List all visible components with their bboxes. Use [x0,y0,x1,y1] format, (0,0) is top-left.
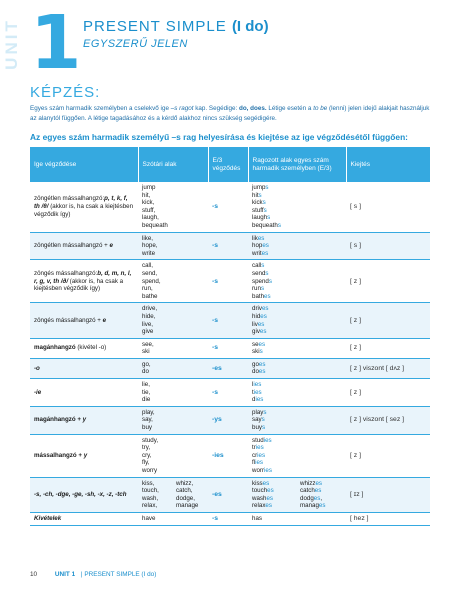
word: bequeaths [252,221,281,229]
word: hope, [142,242,158,250]
footer-unit: UNIT 1 [54,571,76,578]
ending-cell: zöngés mássalhangzó:b, d, m, n, l, r, g, v, th /ð/ (akkor is, ha csak a kiejtésben végződik így) [30,260,138,303]
word: kiss, [142,479,155,487]
word: play, [142,408,155,416]
word: calls [252,262,265,270]
conjugated-cell [248,512,346,525]
suffix-cell: -s [208,512,248,525]
footer-title: PRESENT SIMPLE (I do) [84,571,157,578]
word: hits [252,191,262,199]
word: writes [252,249,269,257]
table-row [30,182,430,232]
ending-cell: -s, -ch, -dge, -ge, -sh, -x, -z, -tch [30,477,138,512]
dictionary-form-cell [138,434,208,477]
ending-cell: Kivételek [30,512,138,525]
word: skis [252,348,263,356]
word: lie, [142,381,150,389]
word: catches [300,487,322,495]
ending-cell: magánhangzó + y [30,406,138,434]
word: dodges, [300,494,323,502]
word: hit, [142,191,151,199]
header-pronunciation: Kiejtés [346,147,430,182]
pronunciation-cell: [ hez ] [346,512,430,525]
table-row [30,512,430,525]
word: drive, [142,305,158,313]
conjugated-cell [248,434,346,477]
ending-cell: -ie [30,379,138,407]
word: flies [252,459,264,467]
conjugated-cell [248,477,346,512]
word: relax, [142,502,158,510]
word: jump [142,184,156,191]
word: die [142,396,151,404]
word: laughs [252,214,271,222]
word: tie, [142,388,151,396]
word: send, [142,269,158,277]
word: study, [142,436,159,444]
conjugated-cell [248,182,346,232]
suffix-cell: -ys [208,406,248,434]
word: laugh, [142,214,159,222]
word: studies [252,436,272,444]
word: wash, [142,494,159,502]
word: ski [142,348,150,356]
word: kick, [142,199,155,207]
word: spend, [142,277,161,285]
word: catch, [176,487,193,495]
word: dies [252,396,264,404]
word: fly, [142,459,150,467]
word: say, [142,416,153,424]
suffix-cell: -s [208,379,248,407]
pronunciation-cell: [ z ] [346,434,430,477]
pronunciation-cell: [ z ] [346,338,430,358]
word: give [142,328,154,336]
word: goes [252,360,266,368]
word: touches [252,487,274,495]
header-suffix: E/3 végződés [208,147,248,182]
word: hide, [142,312,156,320]
suffix-cell: -s [208,182,248,232]
suffix-cell: -es [208,477,248,512]
word: call, [142,262,154,270]
word: worry [142,467,158,474]
word: bathes [252,292,271,300]
pronunciation-cell: [ s ] [346,182,430,232]
dictionary-form-cell [138,477,208,512]
ending-cell: -o [30,358,138,378]
pronunciation-cell: [ z ] viszont [ sez ] [346,406,430,434]
unit-subtitle: EGYSZERŰ JELEN [83,38,188,50]
word: spends [252,277,272,285]
suffix-cell: -s [208,260,248,303]
suffix-cell: -s [208,232,248,260]
dictionary-form-cell [138,379,208,407]
word: write [142,249,156,257]
word: bequeath [142,221,168,229]
conjugated-cell [248,260,346,303]
word: relaxes [252,502,272,510]
word: try, [142,444,151,452]
word: touch, [142,487,159,495]
unit-number: 1 [30,0,82,86]
ending-cell: zöngés mássalhangzó + e [30,303,138,338]
conjugated-cell [248,406,346,434]
table-row [30,477,430,512]
header-ending: Ige végződése [30,147,138,182]
ending-cell: magánhangzó (kivétel -o) [30,338,138,358]
table-row [30,232,430,260]
word: see, [142,340,154,348]
word: jumps [252,184,269,191]
suffix-cell: -s [208,338,248,358]
word: whizz, [176,479,194,487]
conjugated-cell [248,338,346,358]
word: likes [252,234,265,242]
word: kisses [252,479,270,487]
word: says [252,416,265,424]
section-heading: KÉPZÉS: [30,84,101,101]
conjugated-cell [248,358,346,378]
word: lies [252,381,262,389]
word: do [142,368,149,376]
pronunciation-cell: [ s ] [346,232,430,260]
dictionary-form-cell [138,232,208,260]
table-row [30,358,430,378]
table-row [30,338,430,358]
page-footer [30,571,156,578]
side-unit-label: UNIT [1,18,21,70]
header-conjugated: Ragozott alak egyes szám harmadik személyben (E/3) [248,147,346,182]
conjugated-cell [248,379,346,407]
dictionary-form-cell [138,406,208,434]
unit-title: PRESENT SIMPLE (I do) [83,18,269,35]
word: does [252,368,266,376]
word: live, [142,320,154,328]
word: whizzes [300,479,323,487]
table-caption: Az egyes szám harmadik személyű –s rag helyesírása és kiejtése az ige végződésétől függően: [30,132,408,142]
word: worries [252,467,272,474]
dictionary-form-cell [138,303,208,338]
pronunciation-cell: [ z ] viszont [ dʌz ] [346,358,430,378]
table-row [30,434,430,477]
word: ties [252,388,262,396]
word: cries [252,451,266,459]
word: dodge, [176,494,195,502]
word: bathe [142,292,158,300]
pronunciation-cell: [ z ] [346,303,430,338]
word: cry, [142,451,152,459]
pronunciation-cell: [ ɪz ] [346,477,430,512]
ending-cell: zöngétlen mássalhangzó + e [30,232,138,260]
table-row [30,260,430,303]
word: sends [252,269,269,277]
ending-cell: mássalhangzó + y [30,434,138,477]
table-row [30,303,430,338]
word: manages [300,502,326,510]
table-header-row [30,147,430,182]
dictionary-form-cell [138,512,208,525]
word: gives [252,328,267,336]
pronunciation-cell: [ z ] [346,260,430,303]
word: lives [252,320,265,328]
word: sees [252,340,266,348]
word: plays [252,408,267,416]
word: stuffs [252,206,267,214]
intro-paragraph: Egyes szám harmadik személyben a cselekvő ige –s ragot kap. Segédige: do, does. Létige esetén a to be (lenni) jelen idejű alakjait használjuk az alanytól függően. A létige tagadásához és a kérdő alakhoz nincs szükség segédigére. [30,105,430,122]
word: kicks [252,199,266,207]
table-row [30,379,430,407]
conjugation-table [30,147,431,526]
ending-cell: zöngétlen mássalhangzó:p, t, k, f, th /θ/ (akkor is, ha csak a kiejtésben végződik így) [30,182,138,232]
word: have [142,514,156,522]
word: go, [142,360,151,368]
word: stuff, [142,206,156,214]
word: buys [252,424,266,432]
dictionary-form-cell [138,358,208,378]
dictionary-form-cell [138,338,208,358]
suffix-cell: -ies [208,434,248,477]
word: runs [252,285,265,293]
word: manage [176,502,199,510]
conjugated-cell [248,303,346,338]
header-dictionary-form: Szótári alak [138,147,208,182]
dictionary-form-cell [138,182,208,232]
table-row [30,406,430,434]
word: like, [142,234,154,242]
word: run, [142,285,153,293]
word: tries [252,444,264,452]
conjugated-cell [248,232,346,260]
footer-sep: | [80,571,83,578]
word: has [252,514,262,522]
dictionary-form-cell [138,260,208,303]
word: drives [252,305,269,313]
word: washes [252,494,273,502]
pronunciation-cell: [ z ] [346,379,430,407]
word: hopes [252,242,269,250]
unit-title-paren: (I do) [231,18,269,35]
suffix-cell: -es [208,358,248,378]
suffix-cell: -s [208,303,248,338]
word: buy [142,424,152,432]
page-number: 10 [30,571,38,578]
word: hides [252,312,267,320]
